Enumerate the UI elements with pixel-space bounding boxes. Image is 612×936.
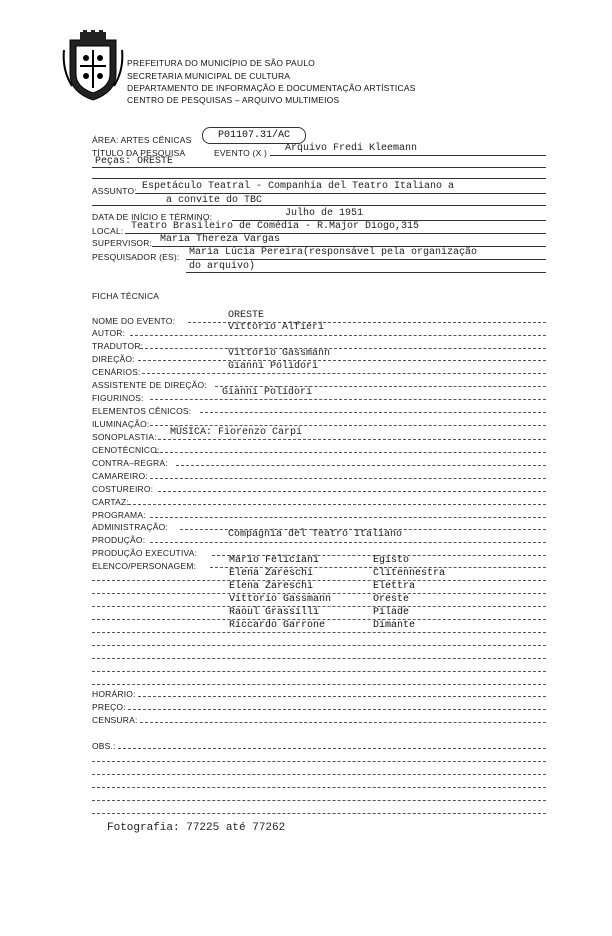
pesquisador-label: PESQUISADOR (ES): [92,252,180,262]
header-line-3: DEPARTAMENTO DE INFORMAÇÃO E DOCUMENTAÇÃO ARTÍSTICAS [127,83,416,93]
sonoplastia-value: MÚSICA: Fiorenzo Carpi [170,427,303,438]
titulo-value: Arquivo Fredi Kleemann [285,143,418,154]
cenarios-label: CENÁRIOS: [92,367,141,377]
autor-value: Vittorio Alfieri [228,322,325,333]
pecas-value: Peças: ORESTE [95,156,174,167]
cast-role: Clitennestra [373,568,446,579]
camareiro-label: CAMAREIRO: [92,471,148,481]
programa-line [150,517,546,518]
pesquisador-line-2 [186,272,546,273]
pesquisador-value-2: do arquivo) [189,261,256,272]
fotografia-note: Fotografia: 77225 até 77262 [107,822,286,834]
cast-name: Riccardo Garrone [229,620,326,631]
obs-line [92,813,546,814]
obs-line [92,774,546,775]
supervisor-label: SUPERVISOR: [92,238,153,248]
elenco-label: ELENCO/PERSONAGEM: [92,561,197,571]
contraregra-line [176,465,546,466]
administracao-label: ADMINISTRAÇÃO: [92,522,169,532]
evento-label: EVENTO (X ) [214,148,268,158]
producao-value: Compagnia del Teatro Italiano [228,529,403,540]
pesquisador-line-1 [186,259,546,260]
header-line-1: PREFEITURA DO MUNICÍPIO DE SÃO PAULO [127,58,315,68]
direcao-label: DIREÇÃO: [92,354,135,364]
producao-executiva-label: PRODUÇÃO EXECUTIVA: [92,548,198,558]
obs-line [92,761,546,762]
nome-value: ORESTE [228,310,265,321]
autor-line [130,335,546,336]
cenarios-value: Gianni Polidori [228,361,319,372]
supervisor-value: Maria Thereza Vargas [160,234,281,245]
ficha-title: FICHA TÉCNICA [92,291,160,301]
cast-name: Mario Feliciani [229,555,320,566]
assunto-value-1: Espetáculo Teatral - Companhia del Teatro Italiano a [142,181,455,192]
cast-role: Egisto [373,555,410,566]
figurinos-line [150,399,546,400]
cartaz-line [128,504,546,505]
cast-role: Dimante [373,620,416,631]
direcao-value: Vittorio Gassmann [228,348,331,359]
cartaz-label: CARTAZ: [92,497,129,507]
cenotecnico-label: CENOTÉCNICO: [92,445,160,455]
assunto-label: ASSUNTO: [92,186,137,196]
preco-label: PREÇO: [92,702,126,712]
elenco-line [92,580,546,581]
preco-line [128,709,546,710]
autor-label: AUTOR: [92,328,126,338]
titulo-line [270,155,546,156]
cenotecnico-line [155,452,546,453]
obs-label: OBS.: [92,741,116,751]
cast-name: Elena Zareschi [229,568,314,579]
elenco-line [92,671,546,672]
data-label: DATA DE INÍCIO E TÉRMINO: [92,212,213,222]
header-line-2: SECRETARIA MUNICIPAL DE CULTURA [127,71,291,81]
figurinos-value: Gianni Polidori [222,387,313,398]
assunto-value-2: a convite do TBC [166,195,263,206]
tradutor-line [140,348,546,349]
producao-line [150,542,546,543]
cast-name: Elena Zareschi [229,581,314,592]
elementos-line [200,412,546,413]
producao-label: PRODUÇÃO: [92,535,146,545]
elenco-line [92,645,546,646]
elementos-label: ELEMENTOS CÊNICOS: [92,406,192,416]
contraregra-label: CONTRA–REGRA: [92,458,168,468]
obs-line [118,748,546,749]
figurinos-label: FIGURINOS: [92,393,144,403]
assunto-line-2 [92,205,546,206]
nome-label: NOME DO EVENTO: [92,316,176,326]
area-label: ÁREA: ARTES CÊNICAS [92,135,192,145]
sonoplastia-label: SONOPLASTIA: [92,432,157,442]
pesquisador-value-1: Maria Lúcia Pereira(responsável pela organização [189,247,478,258]
censura-line [140,722,546,723]
horario-label: HORÁRIO: [92,689,136,699]
cast-name: Raoul Grassilli [229,607,320,618]
data-value: Julho de 1951 [285,208,364,219]
cast-role: Pilade [373,607,410,618]
cast-name: Vittorio Gassmann [229,594,332,605]
programa-label: PROGRAMA: [92,510,146,520]
local-value: Teatro Brasileiro de Comédia - R.Major Diogo,315 [131,221,420,232]
direcao-line [138,360,546,361]
elenco-line [92,684,546,685]
cenarios-line [142,373,546,374]
obs-line [92,800,546,801]
titulo-line-3 [92,178,546,179]
sonoplastia-line [158,439,546,440]
iluminacao-line [150,425,546,426]
cast-role: Oreste [373,594,410,605]
horario-line [138,696,546,697]
elenco-line [92,632,546,633]
camareiro-line [150,478,546,479]
assunto-line-1 [136,193,546,194]
city-coat-of-arms-icon [62,30,124,102]
elenco-line [92,658,546,659]
obs-line [92,787,546,788]
censura-label: CENSURA: [92,715,138,725]
tradutor-label: TRADUTOR: [92,341,144,351]
record-code-stamp: P01107.31/AC [202,127,306,144]
local-label: LOCAL: [92,226,124,236]
titulo-label: TÍTULO DA PESQUISA [92,148,186,158]
iluminacao-label: ILUMINAÇÃO: [92,419,150,429]
cast-role: Elettra [373,581,416,592]
header-line-4: CENTRO DE PESQUISAS – ARQUIVO MULTIMEIOS [127,95,340,105]
costureiro-label: COSTUREIRO: [92,484,154,494]
assistente-label: ASSISTENTE DE DIREÇÃO: [92,380,207,390]
titulo-line-2 [92,167,546,168]
costureiro-line [158,491,546,492]
